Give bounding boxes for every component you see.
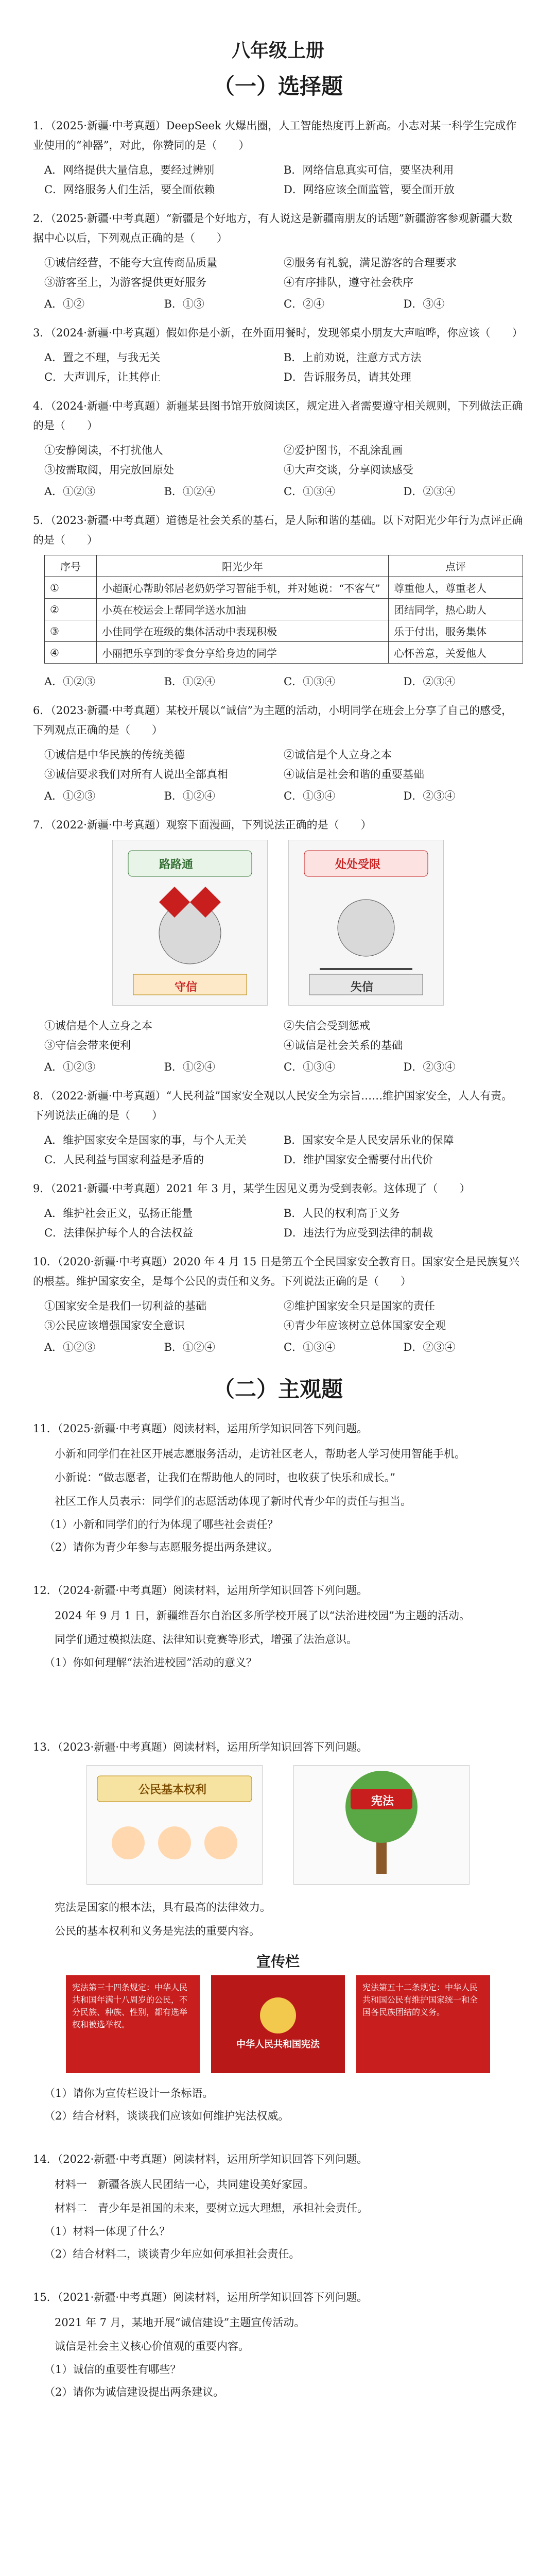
paragraph: 材料二 青少年是祖国的未来，要树立远大理想，承担社会责任。 — [55, 2202, 368, 2214]
answer-space[interactable] — [33, 2267, 523, 2287]
table-cell: 小英在校运会上帮同学送水加油 — [97, 599, 389, 620]
option-c[interactable]: C．网络服务人们生活，要全面依赖 — [44, 183, 215, 196]
question-14: 14．（2022·新疆·中考真题）阅读材料，运用所学知识回答下列问题。 — [33, 2153, 368, 2165]
statement: ①诚信是中华民族的传统美德 — [44, 749, 185, 761]
table-row — [45, 577, 523, 599]
question-6: 6．（2023·新疆·中考真题）某校开展以“诚信”为主题的活动，小明同学在班会上分享了自己的感受，下列观点正确的是（ ） — [33, 704, 513, 736]
statement: ③按需取阅，用完放回原处 — [44, 464, 174, 476]
statement: ②维护国家安全只是国家的责任 — [284, 1300, 435, 1312]
section-title-choice: （一）选择题 — [213, 74, 343, 99]
sub-question: （1）材料一体现了什么？ — [44, 2225, 170, 2238]
sub-question: （1）你如何理解“法治进校园”活动的意义？ — [44, 1656, 257, 1669]
table-cell: 心怀善意，关爱他人 — [389, 642, 523, 664]
paragraph: 小新和同学们在社区开展志愿服务活动，走访社区老人，帮助老人学习使用智能手机。 — [55, 1448, 465, 1460]
question-4-statements — [44, 440, 523, 480]
question-10: 10．（2020·新疆·中考真题）2020 年 4 月 15 日是第五个全民国家安全教育日。国家安全是民族复兴的根基。维护国家安全，是每个公民的责任和义务。下列说法正确的是（ ） — [33, 1256, 519, 1287]
paragraph: 社区工作人员表示：同学们的志愿活动体现了新时代青少年的责任与担当。 — [55, 1495, 411, 1507]
table-cell: ④ — [45, 642, 97, 664]
statement: ④大声交谈，分享阅读感受 — [284, 464, 413, 476]
table-row — [45, 642, 523, 664]
table-cell: 小丽把乐享到的零食分享给身边的同学 — [97, 642, 389, 664]
sub-question: （2）请你为诚信建设提出两条建议。 — [44, 2386, 224, 2398]
table-header: 序号 — [45, 555, 97, 577]
option-a[interactable]: A．①②③ — [44, 790, 96, 802]
option-d[interactable]: D．②③④ — [403, 485, 456, 498]
table-row — [45, 599, 523, 620]
option-c[interactable]: C．①③④ — [284, 1061, 336, 1073]
option-a[interactable]: A．维护国家安全是国家的事，与个人无关 — [44, 1134, 247, 1146]
option-a[interactable]: A．①②③ — [44, 485, 96, 498]
paragraph: 小新说：“做志愿者，让我们在帮助他人的同时，也收获了快乐和成长。” — [55, 1471, 395, 1484]
question-9: 9．（2021·新疆·中考真题）2021 年 3 月，某学生因见义勇为受到表彰。这体现了（ ） — [33, 1182, 471, 1195]
question-3: 3．（2024·新疆·中考真题）假如你是小新，在外面用餐时，发现邻桌小朋友大声喧哗，你应该（ ） — [33, 327, 523, 339]
table-cell: 团结同学，热心助人 — [389, 599, 523, 620]
bulletin-board — [33, 1975, 523, 2073]
option-d[interactable]: D．③④ — [403, 298, 445, 310]
statement: ②诚信是个人立身之本 — [284, 749, 392, 761]
option-d[interactable]: D．违法行为应受到法律的制裁 — [284, 1227, 433, 1239]
table-header: 点评 — [389, 555, 523, 577]
option-b[interactable]: B．①②④ — [164, 1341, 215, 1353]
sub-question: （2）结合材料，谈谈我们应该如何维护宪法权威。 — [44, 2110, 289, 2122]
national-emblem-icon — [260, 1997, 296, 2033]
constitution-tree-label: 宪法 — [371, 1794, 394, 1808]
question-1-options — [44, 160, 523, 199]
option-d[interactable]: D．②③④ — [403, 1061, 456, 1073]
question-12: 12．（2024·新疆·中考真题）阅读材料，运用所学知识回答下列问题。 — [33, 1584, 368, 1597]
option-d[interactable]: D．②③④ — [403, 790, 456, 802]
option-a[interactable]: A．置之不理，与我无关 — [44, 351, 161, 364]
option-a[interactable]: A．①②③ — [44, 1341, 96, 1353]
statement: ④有序排队，遵守社会秩序 — [284, 276, 413, 289]
cartoon-left-title: 路路通 — [159, 858, 194, 871]
table-row — [45, 620, 523, 642]
question-4-options — [44, 482, 523, 501]
option-d[interactable]: D．②③④ — [403, 675, 456, 688]
table-cell: 乐于付出，服务集体 — [389, 620, 523, 642]
statement: ②爱护图书，不乱涂乱画 — [284, 444, 403, 456]
question-2: 2．（2025·新疆·中考真题）“新疆是个好地方，有人说这是新疆南朋友的话题”新疆游客参观新疆大数据中心以后，下列观点正确的是（ ） — [33, 212, 513, 244]
cartoon-left-caption: 守信 — [175, 980, 198, 994]
option-a[interactable]: A．①②③ — [44, 675, 96, 688]
option-c[interactable]: C．①③④ — [284, 1341, 336, 1353]
table-cell: ② — [45, 599, 97, 620]
constitution-tree-art — [294, 1766, 469, 1884]
paragraph: 2024 年 9 月 1 日，新疆维吾尔自治区多所学校开展了以“法治进校园”为主题的活动。 — [55, 1609, 471, 1622]
paragraph: 2021 年 7 月，某地开展“诚信建设”主题宣传活动。 — [55, 2316, 305, 2329]
statement: ①诚信是个人立身之本 — [44, 1020, 152, 1032]
question-7-options — [44, 1057, 523, 1077]
question-13: 13．（2023·新疆·中考真题）阅读材料，运用所学知识回答下列问题。 — [33, 1741, 368, 1753]
sub-question: （2）结合材料二，谈谈青少年应如何承担社会责任。 — [44, 2248, 300, 2260]
paragraph: 材料一 新疆各族人民团结一心，共同建设美好家园。 — [55, 2178, 314, 2191]
question-5: 5．（2023·新疆·中考真题）道德是社会关系的基石，是人际和谐的基础。以下对阳光少年行为点评正确的是（ ） — [33, 514, 523, 546]
question-2-statements — [44, 253, 523, 292]
statement: ④青少年应该树立总体国家安全观 — [284, 1319, 446, 1332]
statement: ①国家安全是我们一切利益的基础 — [44, 1300, 206, 1312]
bulletin-panel-left: 宪法第三十四条规定：中华人民共和国年满十八周岁的公民，不分民族、种族、性别，都有选举权和被选举权。 — [66, 1975, 200, 2073]
paragraph: 同学们通过模拟法庭、法律知识竞赛等形式，增强了法治意识。 — [55, 1633, 357, 1646]
question-6-options — [44, 786, 523, 806]
option-b[interactable]: B．①②④ — [164, 790, 215, 802]
option-b[interactable]: B．①③ — [164, 298, 204, 310]
rights-illustration-title: 公民基本权利 — [138, 1783, 207, 1797]
option-d[interactable]: D．②③④ — [403, 1341, 456, 1353]
option-b[interactable]: B．上前劝说，注意方式方法 — [284, 351, 422, 364]
option-b[interactable]: B．网络信息真实可信，要坚决利用 — [284, 164, 454, 176]
statement: ③游客至上，为游客提供更好服务 — [44, 276, 206, 289]
question-6-statements — [44, 745, 523, 784]
question-2-options — [44, 294, 523, 314]
question-8: 8．（2022·新疆·中考真题）“人民利益”国家安全观以人民安全为宗旨……维护国家安全，人人有责。下列说法正确的是（ ） — [33, 1090, 513, 1122]
option-d[interactable]: D．告诉服务员，请其处理 — [284, 371, 411, 383]
question-9-options — [44, 1204, 523, 1243]
question-10-options — [44, 1337, 523, 1357]
table-cell: 小佳同学在班级的集体活动中表现积极 — [97, 620, 389, 642]
option-a[interactable]: A．网络提供大量信息，要经过辨别 — [44, 164, 215, 176]
option-b[interactable]: B．国家安全是人民安居乐业的保障 — [284, 1134, 454, 1146]
sub-question: （1）小新和同学们的行为体现了哪些社会责任？ — [44, 1518, 279, 1531]
statement: ③诚信要求我们对所有人说出全部真相 — [44, 768, 228, 781]
table-cell: 尊重他人，尊重老人 — [389, 577, 523, 599]
question-15: 15．（2021·新疆·中考真题）阅读材料，运用所学知识回答下列问题。 — [33, 2291, 368, 2303]
cartoon-right-title: 处处受限 — [335, 858, 381, 871]
rights-illustration — [86, 1765, 263, 1885]
question-13-images — [33, 1765, 523, 1885]
bulletin-title: 宣传栏 — [256, 1953, 300, 1970]
constitution-book-title: 中华人民共和国宪法 — [236, 2039, 320, 2050]
bulletin-panel-right: 宪法第五十二条规定：中华人民共和国公民有维护国家统一和全国各民族团结的义务。 — [356, 1975, 490, 2073]
question-8-options — [44, 1130, 523, 1170]
option-c[interactable]: C．法律保护每个人的合法权益 — [44, 1227, 194, 1239]
question-3-options — [44, 348, 523, 387]
table-cell: ③ — [45, 620, 97, 642]
question-7-cartoons — [33, 840, 523, 1006]
question-5-options — [44, 672, 523, 691]
option-c[interactable]: C．②④ — [284, 298, 325, 310]
constitution-tree — [293, 1765, 470, 1885]
statement: ①诚信经营，不能夸大宣传商品质量 — [44, 257, 217, 269]
option-d[interactable]: D．维护国家安全需要付出代价 — [284, 1154, 433, 1166]
option-b[interactable]: B．人民的权利高于义务 — [284, 1207, 400, 1219]
answer-space[interactable] — [33, 2129, 523, 2149]
option-c[interactable]: C．①③④ — [284, 790, 336, 802]
option-b[interactable]: B．①②④ — [164, 485, 215, 498]
table-cell: ① — [45, 577, 97, 599]
option-c[interactable]: C．人民利益与国家利益是矛盾的 — [44, 1154, 204, 1166]
paragraph: 公民的基本权利和义务是宪法的重要内容。 — [55, 1925, 260, 1937]
cartoon-right — [288, 840, 444, 1006]
option-c[interactable]: C．①③④ — [284, 485, 336, 498]
option-d[interactable]: D．网络应该全面监管，要全面开放 — [284, 183, 455, 196]
cartoon-left — [112, 840, 268, 1006]
statement: ②服务有礼貌，满足游客的合理要求 — [284, 257, 457, 269]
question-4: 4．（2024·新疆·中考真题）新疆某县图书馆开放阅读区，规定进入者需要遵守相关规则，下列做法正确的是（ ） — [33, 400, 523, 432]
option-a[interactable]: A．①②③ — [44, 1061, 96, 1073]
table-header: 阳光少年 — [97, 555, 389, 577]
sub-question: （1）请你为宣传栏设计一条标语。 — [44, 2087, 214, 2099]
table-cell: 小超耐心帮助邻居老奶奶学习智能手机，并对她说：“不客气” — [97, 577, 389, 599]
answer-space[interactable] — [33, 1675, 523, 1737]
answer-space[interactable] — [33, 1560, 523, 1581]
statement: ②失信会受到惩戒 — [284, 1020, 370, 1032]
cartoon-right-caption: 失信 — [351, 980, 374, 994]
statement: ③守信会带来便利 — [44, 1039, 131, 1052]
section-title-subjective: （二）主观题 — [213, 1377, 343, 1402]
bulletin-panel-middle — [211, 1975, 345, 2073]
statement: ①安静阅读，不打扰他人 — [44, 444, 163, 456]
statement: ④诚信是社会关系的基础 — [284, 1039, 403, 1052]
option-c[interactable]: C．大声训斥，让其停止 — [44, 371, 161, 383]
paragraph: 宪法是国家的根本法，具有最高的法律效力。 — [55, 1901, 271, 1913]
question-7: 7．（2022·新疆·中考真题）观察下面漫画，下列说法正确的是（ ） — [33, 819, 372, 831]
option-a[interactable]: A．维护社会正义，弘扬正能量 — [44, 1207, 193, 1219]
option-b[interactable]: B．①②④ — [164, 1061, 215, 1073]
sub-question: （2）请你为青少年参与志愿服务提出两条建议。 — [44, 1541, 279, 1553]
option-a[interactable]: A．①② — [44, 298, 85, 310]
question-5-table — [44, 555, 523, 664]
option-c[interactable]: C．①③④ — [284, 675, 336, 688]
question-10-statements — [44, 1296, 523, 1335]
grade-title: 八年级上册 — [231, 40, 324, 61]
statement: ④诚信是社会和谐的重要基础 — [284, 768, 424, 781]
statement: ③公民应该增强国家安全意识 — [44, 1319, 185, 1332]
question-7-statements — [44, 1016, 523, 1055]
paragraph: 诚信是社会主义核心价值观的重要内容。 — [55, 2340, 249, 2352]
question-11: 11．（2025·新疆·中考真题）阅读材料，运用所学知识回答下列问题。 — [33, 1422, 368, 1435]
sub-question: （1）诚信的重要性有哪些？ — [44, 2363, 181, 2376]
question-1: 1．（2025·新疆·中考真题）DeepSeek 火爆出圈，人工智能热度再上新高。小志对某一科学生完成作业使用的“神器”，对此，你赞同的是（ ） — [33, 120, 517, 151]
option-b[interactable]: B．①②④ — [164, 675, 215, 688]
